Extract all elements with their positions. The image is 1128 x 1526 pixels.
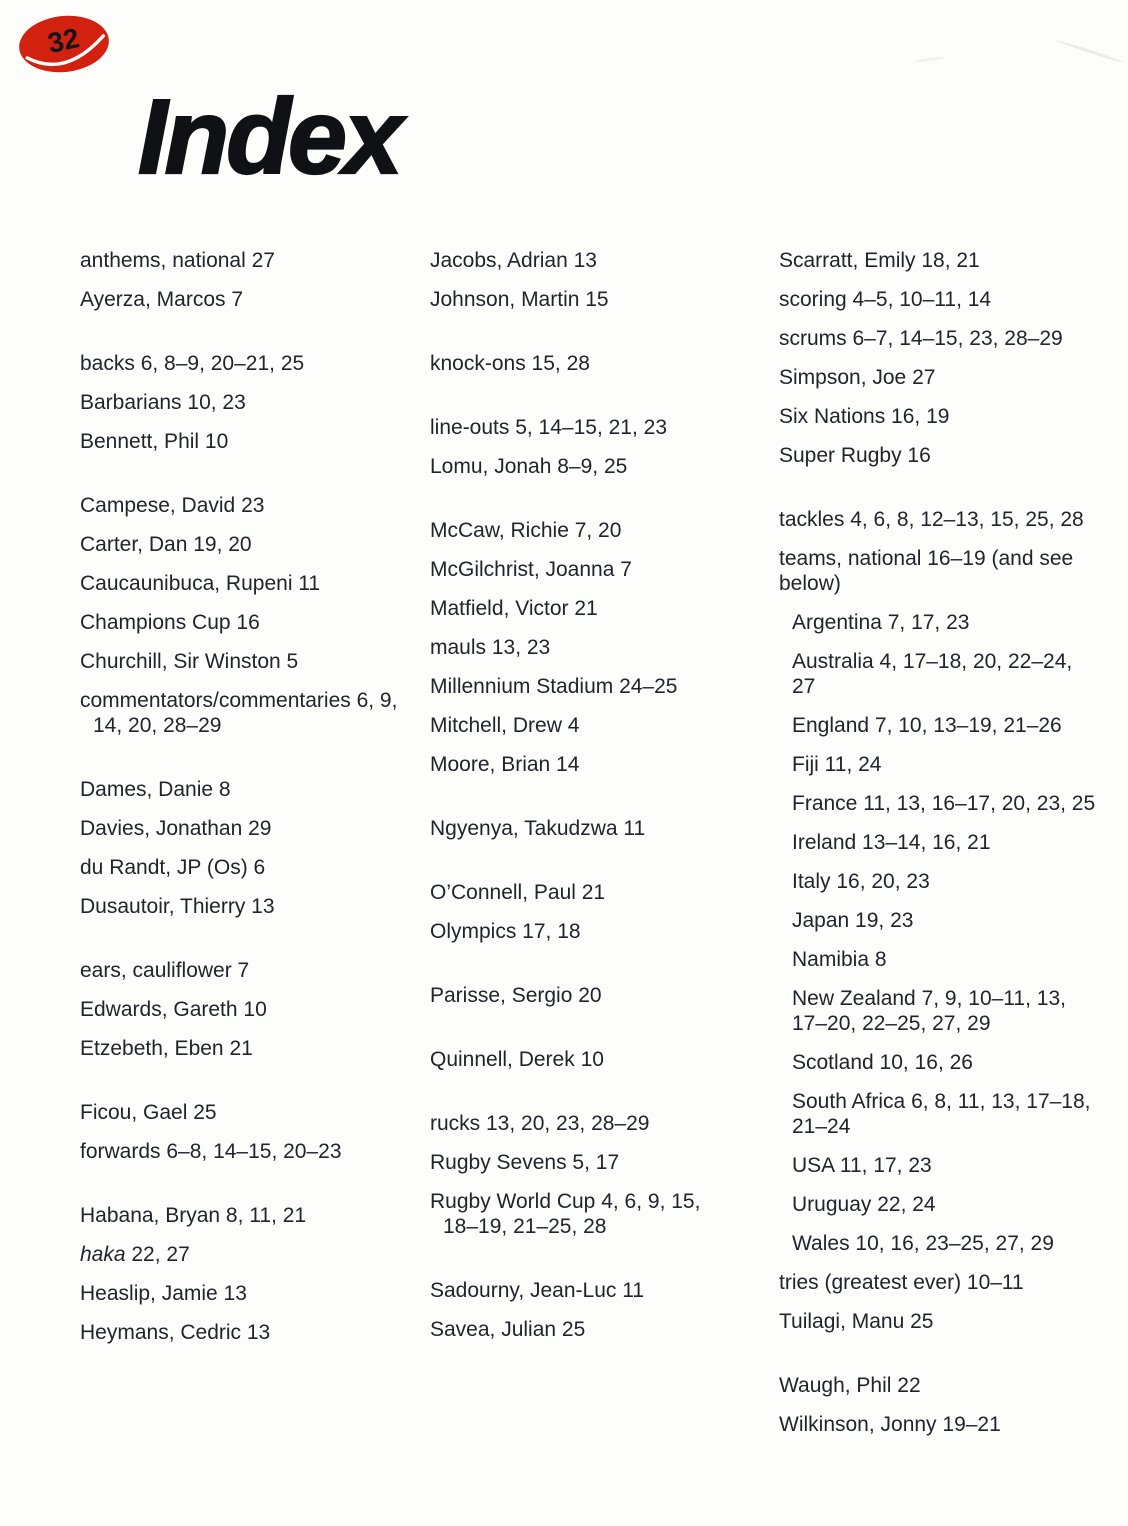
index-entry-line: Fiji 11, 24 bbox=[792, 753, 882, 776]
index-entry bbox=[779, 986, 1128, 1036]
index-entry-line: Jacobs, Adrian 13 bbox=[430, 249, 597, 272]
index-entry-line: rucks 13, 20, 23, 28–29 bbox=[430, 1112, 650, 1135]
index-entry-line: Italy 16, 20, 23 bbox=[792, 870, 930, 893]
index-entry bbox=[779, 1050, 1128, 1075]
index-entry-line: Australia 4, 17–18, 20, 22–24, bbox=[792, 650, 1073, 673]
index-entry bbox=[80, 532, 429, 557]
index-entry-line: Sadourny, Jean-Luc 11 bbox=[430, 1279, 645, 1302]
index-entry bbox=[80, 1100, 429, 1125]
index-entry bbox=[430, 518, 779, 543]
index-entry bbox=[80, 429, 429, 454]
index-entry bbox=[80, 390, 429, 415]
index-entry bbox=[779, 947, 1128, 972]
index-entry-line: below) bbox=[779, 572, 841, 595]
index-entry bbox=[430, 1189, 779, 1239]
index-entry-line: Scarratt, Emily 18, 21 bbox=[779, 249, 980, 272]
index-entry bbox=[80, 649, 429, 674]
index-entry bbox=[80, 571, 429, 596]
index-entry bbox=[779, 404, 1128, 429]
index-entry-line: 27 bbox=[792, 675, 816, 698]
index-entry-line: Davies, Jonathan 29 bbox=[80, 817, 272, 840]
scan-artifact bbox=[915, 56, 945, 63]
index-entry-line: Habana, Bryan 8, 11, 21 bbox=[80, 1204, 307, 1227]
index-entry-line: 14, 20, 28–29 bbox=[93, 714, 222, 737]
index-entry-line: Champions Cup 16 bbox=[80, 611, 260, 634]
index-entry bbox=[80, 777, 429, 802]
index-entry bbox=[80, 1320, 429, 1345]
index-entry bbox=[779, 1231, 1128, 1256]
index-entry-line: Namibia 8 bbox=[792, 948, 887, 971]
index-entry bbox=[779, 791, 1128, 816]
index-entry bbox=[430, 415, 779, 440]
index-entry bbox=[430, 674, 779, 699]
index-entry-line: Moore, Brian 14 bbox=[430, 753, 580, 776]
index-entry bbox=[80, 816, 429, 841]
index-entry bbox=[779, 830, 1128, 855]
index-entry bbox=[80, 1139, 429, 1164]
index-entry-line: Ayerza, Marcos 7 bbox=[80, 288, 244, 311]
index-entry-line: tries (greatest ever) 10–11 bbox=[779, 1271, 1024, 1294]
index-entry bbox=[80, 287, 429, 312]
index-entry-line: Quinnell, Derek 10 bbox=[430, 1048, 604, 1071]
index-entry bbox=[430, 248, 779, 273]
index-entry-line: Uruguay 22, 24 bbox=[792, 1193, 936, 1216]
index-entry bbox=[430, 713, 779, 738]
index-entry-line: Caucaunibuca, Rupeni 11 bbox=[80, 572, 321, 595]
index-entry-line: Churchill, Sir Winston 5 bbox=[80, 650, 299, 673]
index-column-1 bbox=[80, 248, 429, 1359]
index-entry-line: USA 11, 17, 23 bbox=[792, 1154, 932, 1177]
index-entry bbox=[430, 1278, 779, 1303]
index-entry-line: 18–19, 21–25, 28 bbox=[443, 1215, 607, 1238]
index-entry bbox=[80, 958, 429, 983]
index-entry bbox=[430, 596, 779, 621]
index-entry-line: knock-ons 15, 28 bbox=[430, 352, 590, 375]
index-entry bbox=[430, 816, 779, 841]
index-entry bbox=[779, 546, 1128, 596]
index-entry bbox=[430, 1047, 779, 1072]
index-entry bbox=[779, 752, 1128, 777]
index-entry bbox=[779, 869, 1128, 894]
index-entry bbox=[80, 610, 429, 635]
index-column-2 bbox=[430, 248, 779, 1356]
page-title: Index bbox=[138, 78, 400, 196]
index-entry bbox=[779, 713, 1128, 738]
index-entry-line: McGilchrist, Joanna 7 bbox=[430, 558, 632, 581]
index-entry bbox=[80, 1242, 429, 1267]
index-entry-line: 17–20, 22–25, 27, 29 bbox=[792, 1012, 991, 1035]
index-entry-line: Mitchell, Drew 4 bbox=[430, 714, 580, 737]
page-number: 32 bbox=[45, 22, 82, 59]
index-entry-line: commentators/commentaries 6, 9, bbox=[80, 689, 398, 712]
index-entry bbox=[80, 493, 429, 518]
index-entry-line: Rugby World Cup 4, 6, 9, 15, bbox=[430, 1190, 701, 1213]
index-entry bbox=[779, 326, 1128, 351]
index-entry-line: Ficou, Gael 25 bbox=[80, 1101, 217, 1124]
index-entry bbox=[779, 248, 1128, 273]
index-entry-line: du Randt, JP (Os) 6 bbox=[80, 856, 266, 879]
index-entry-line: Simpson, Joe 27 bbox=[779, 366, 936, 389]
index-entry bbox=[779, 1270, 1128, 1295]
index-entry-line: ears, cauliflower 7 bbox=[80, 959, 250, 982]
index-entry bbox=[430, 635, 779, 660]
index-entry bbox=[779, 365, 1128, 390]
index-entry bbox=[80, 1036, 429, 1061]
index-entry-line: Etzebeth, Eben 21 bbox=[80, 1037, 253, 1060]
index-entry-line: Heaslip, Jamie 13 bbox=[80, 1282, 247, 1305]
index-entry-line: teams, national 16–19 (and see bbox=[779, 547, 1074, 570]
index-entry-line: Millennium Stadium 24–25 bbox=[430, 675, 678, 698]
index-entry-line: Barbarians 10, 23 bbox=[80, 391, 246, 414]
index-entry-line: mauls 13, 23 bbox=[430, 636, 551, 659]
index-entry-line: Campese, David 23 bbox=[80, 494, 265, 517]
index-entry bbox=[779, 1373, 1128, 1398]
index-entry bbox=[779, 610, 1128, 635]
index-entry-line: Edwards, Gareth 10 bbox=[80, 998, 267, 1021]
index-entry-line: line-outs 5, 14–15, 21, 23 bbox=[430, 416, 668, 439]
index-entry bbox=[779, 1089, 1128, 1139]
index-entry-line: Matfield, Victor 21 bbox=[430, 597, 598, 620]
index-entry-line: Japan 19, 23 bbox=[792, 909, 914, 932]
index-entry bbox=[430, 454, 779, 479]
rugby-ball-icon bbox=[16, 10, 112, 76]
index-entry bbox=[779, 1153, 1128, 1178]
index-entry-line: Super Rugby 16 bbox=[779, 444, 931, 467]
index-entry bbox=[430, 1111, 779, 1136]
index-entry-line: scoring 4–5, 10–11, 14 bbox=[779, 288, 992, 311]
index-entry-line: haka 22, 27 bbox=[80, 1243, 190, 1266]
index-entry bbox=[779, 507, 1128, 532]
index-entry bbox=[779, 1412, 1128, 1437]
index-entry-line: Parisse, Sergio 20 bbox=[430, 984, 602, 1007]
index-entry bbox=[779, 649, 1128, 699]
index-entry bbox=[430, 557, 779, 582]
index-entry-line: Ireland 13–14, 16, 21 bbox=[792, 831, 991, 854]
index-entry-line: forwards 6–8, 14–15, 20–23 bbox=[80, 1140, 342, 1163]
index-entry-line: Bennett, Phil 10 bbox=[80, 430, 229, 453]
index-entry bbox=[430, 880, 779, 905]
index-entry bbox=[80, 248, 429, 273]
index-entry-line: Johnson, Martin 15 bbox=[430, 288, 609, 311]
index-entry bbox=[430, 351, 779, 376]
index-entry-line: Rugby Sevens 5, 17 bbox=[430, 1151, 620, 1174]
scan-artifact bbox=[1056, 39, 1124, 63]
index-entry bbox=[779, 287, 1128, 312]
index-entry bbox=[80, 997, 429, 1022]
index-entry bbox=[779, 1309, 1128, 1334]
index-entry bbox=[430, 1150, 779, 1175]
index-entry bbox=[430, 752, 779, 777]
index-entry-line: Wilkinson, Jonny 19–21 bbox=[779, 1413, 1001, 1436]
index-entry bbox=[779, 443, 1128, 468]
index-entry-line: Wales 10, 16, 23–25, 27, 29 bbox=[792, 1232, 1054, 1255]
index-entry-line: Argentina 7, 17, 23 bbox=[792, 611, 970, 634]
index-entry bbox=[80, 688, 429, 738]
index-entry-line: Scotland 10, 16, 26 bbox=[792, 1051, 973, 1074]
index-entry bbox=[430, 1317, 779, 1342]
index-entry-line: McCaw, Richie 7, 20 bbox=[430, 519, 622, 542]
page-number-badge bbox=[16, 10, 112, 76]
index-entry bbox=[80, 1281, 429, 1306]
index-entry-line: England 7, 10, 13–19, 21–26 bbox=[792, 714, 1062, 737]
index-entry bbox=[430, 919, 779, 944]
index-column-3 bbox=[779, 248, 1128, 1451]
index-entry bbox=[779, 908, 1128, 933]
index-entry-line: Dames, Danie 8 bbox=[80, 778, 231, 801]
index-entry-line: Waugh, Phil 22 bbox=[779, 1374, 921, 1397]
index-entry-line: scrums 6–7, 14–15, 23, 28–29 bbox=[779, 327, 1063, 350]
index-entry bbox=[80, 894, 429, 919]
index-entry-line: backs 6, 8–9, 20–21, 25 bbox=[80, 352, 305, 375]
index-entry-line: Olympics 17, 18 bbox=[430, 920, 581, 943]
index-entry-line: Six Nations 16, 19 bbox=[779, 405, 950, 428]
index-entry bbox=[779, 1192, 1128, 1217]
index-entry bbox=[430, 983, 779, 1008]
index-entry-line: Heymans, Cedric 13 bbox=[80, 1321, 271, 1344]
index-entry-line: South Africa 6, 8, 11, 13, 17–18, bbox=[792, 1090, 1091, 1113]
index-entry-line: anthems, national 27 bbox=[80, 249, 275, 272]
index-entry-line: Ngyenya, Takudzwa 11 bbox=[430, 817, 646, 840]
index-entry-line: New Zealand 7, 9, 10–11, 13, bbox=[792, 987, 1066, 1010]
index-entry bbox=[430, 287, 779, 312]
index-entry-line: France 11, 13, 16–17, 20, 23, 25 bbox=[792, 792, 1096, 815]
index-entry-line: O’Connell, Paul 21 bbox=[430, 881, 606, 904]
index-entry bbox=[80, 1203, 429, 1228]
index-entry-line: 21–24 bbox=[792, 1115, 851, 1138]
index-entry-line: Dusautoir, Thierry 13 bbox=[80, 895, 275, 918]
index-entry-line: Tuilagi, Manu 25 bbox=[779, 1310, 934, 1333]
index-entry-line: Lomu, Jonah 8–9, 25 bbox=[430, 455, 628, 478]
index-entry bbox=[80, 351, 429, 376]
index-entry bbox=[80, 855, 429, 880]
index-entry-line: tackles 4, 6, 8, 12–13, 15, 25, 28 bbox=[779, 508, 1084, 531]
index-entry-line: Carter, Dan 19, 20 bbox=[80, 533, 252, 556]
index-entry-line: Savea, Julian 25 bbox=[430, 1318, 586, 1341]
